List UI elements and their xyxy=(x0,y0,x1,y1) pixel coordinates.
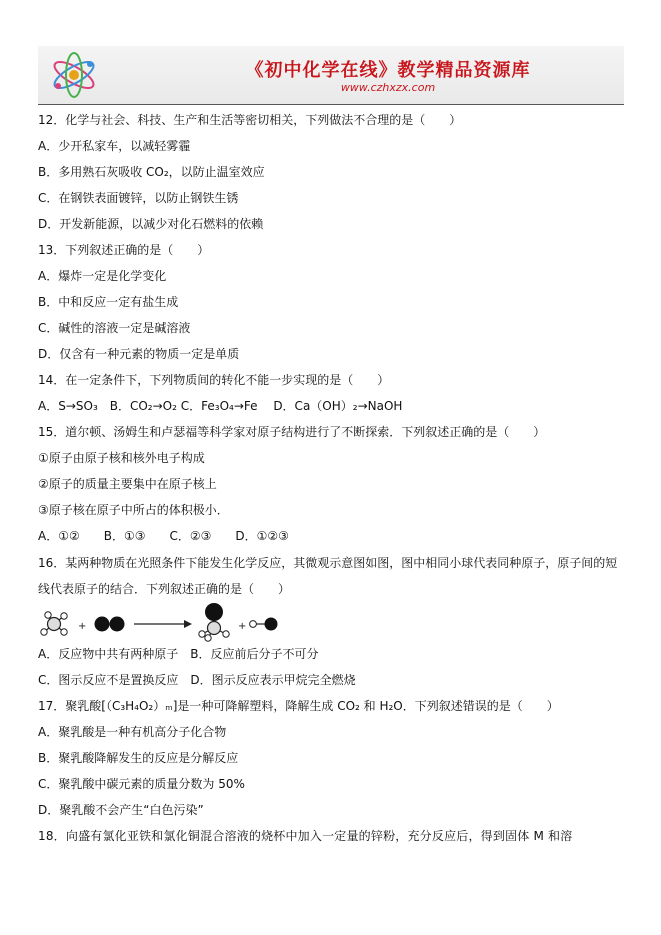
q15-stem: 15．道尔顿、汤姆生和卢瑟福等科学家对原子结构进行了不断探索．下列叙述正确的是（ ） xyxy=(38,425,546,439)
q13-option-b: B．中和反应一定有盐生成 xyxy=(38,295,179,309)
question-list xyxy=(38,112,628,844)
q15-statement-2: ②原子的质量主要集中在原子核上 xyxy=(38,477,217,491)
plus-sign-1: + xyxy=(78,621,87,632)
q17-option-d: D．聚乳酸不会产生“白色污染” xyxy=(38,803,204,817)
q15-statement-1: ①原子由原子核和核外电子构成 xyxy=(38,451,205,465)
methane-molecule xyxy=(41,612,67,635)
q14-options: A．S→SO₃ B．CO₂→O₂ C．Fe₃O₄→Fe D．Ca（OH）₂→NaOH xyxy=(38,399,403,413)
q13-option-d: D．仅含有一种元素的物质一定是单质 xyxy=(38,347,240,361)
q13-option-c: C．碱性的溶液一定是碱溶液 xyxy=(38,321,191,335)
q15-statement-3: ③原子核在原子中所占的体积极小． xyxy=(38,503,229,517)
chlorine-molecule xyxy=(95,617,125,632)
q12-option-c: C．在钢铁表面镀锌，以防止钢铁生锈 xyxy=(38,191,239,205)
q12-stem: 12．化学与社会、科技、生产和生活等密切相关，下列做法不合理的是（ ） xyxy=(38,113,462,127)
header-banner xyxy=(38,46,624,105)
q17-option-a: A．聚乳酸是一种有机高分子化合物 xyxy=(38,725,227,739)
q12-option-d: D．开发新能源，以减少对化石燃料的依赖 xyxy=(38,217,264,231)
q17-option-b: B．聚乳酸降解发生的反应是分解反应 xyxy=(38,751,239,765)
header-url[interactable]: www.czhxzx.com xyxy=(340,81,436,94)
q13-option-a: A．爆炸一定是化学变化 xyxy=(38,269,167,283)
q16-molecule-diagram xyxy=(38,602,628,646)
q17-option-c: C．聚乳酸中碳元素的质量分数为 50% xyxy=(38,777,245,791)
q17-stem: 17．聚乳酸[（C₃H₄O₂）ₘ]是一种可降解塑料，降解生成 CO₂ 和 H₂O．下列叙述错误的是（ ） xyxy=(38,699,559,713)
q15-options: A．①② B．①③ C．②③ D．①②③ xyxy=(38,529,289,543)
arrow-icon xyxy=(134,620,192,628)
reaction-diagram xyxy=(38,602,298,646)
q12-option-b: B．多用熟石灰吸收 CO₂，以防止温室效应 xyxy=(38,165,265,179)
q16-options-cd: C．图示反应不是置换反应 D．图示反应表示甲烷完全燃烧 xyxy=(38,673,356,687)
q16-stem: 16．某两种物质在光照条件下能发生化学反应，其微观示意图如图，图中相同小球代表同种原子，原子间的短线代表原子的结合．下列叙述正确的是（ ） xyxy=(38,556,618,596)
chloromethane-molecule xyxy=(199,603,229,641)
q13-stem: 13．下列叙述正确的是（ ） xyxy=(38,243,210,257)
q18-stem: 18．向盛有氯化亚铁和氯化铜混合溶液的烧杯中加入一定量的锌粉，充分反应后，得到固体 M 和溶 xyxy=(38,829,573,843)
plus-sign-2: + xyxy=(238,621,247,632)
q12-option-a: A．少开私家车，以减轻雾霾 xyxy=(38,139,191,153)
atom-logo-icon xyxy=(46,50,102,100)
header-title: 《初中化学在线》教学精品资源库 xyxy=(245,60,531,81)
hydrogen-chloride-molecule xyxy=(250,618,278,631)
q16-options-ab: A．反应物中共有两种原子 B．反应前后分子不可分 xyxy=(38,647,319,661)
q14-stem: 14．在一定条件下，下列物质间的转化不能一步实现的是（ ） xyxy=(38,373,390,387)
